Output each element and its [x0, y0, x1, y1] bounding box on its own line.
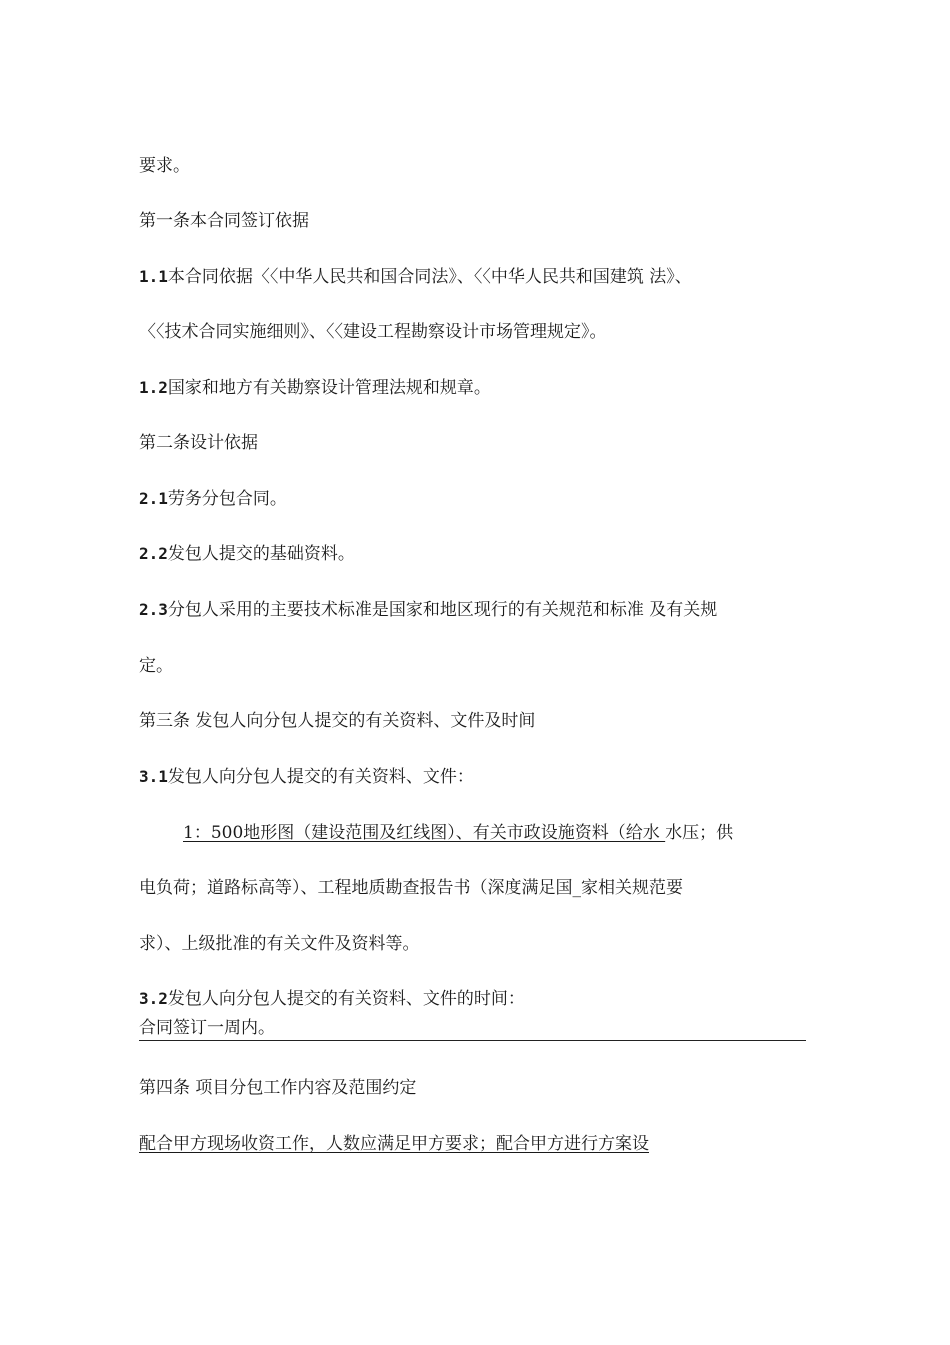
article-1-heading — [139, 210, 809, 232]
clause-number: 1.1 — [139, 267, 168, 286]
line-text: 发包人向分包人提交的有关资料、文件： — [167, 767, 474, 787]
clause-3-2 — [139, 988, 809, 1010]
clause-3-1-materials — [183, 822, 809, 844]
clause-number: 3.2 — [139, 989, 168, 1008]
line-text: 合同签订一周内。 — [139, 1018, 275, 1038]
clause-3-2-answer — [139, 1017, 809, 1039]
line-text: 本合同依据〈〈中华人民共和国合同法》、〈〈中华人民共和国建筑 法》、 — [167, 267, 692, 287]
line-text: 要求。 — [139, 156, 190, 176]
line-text: 电负荷；道路标高等）、工程地质勘查报告书（深度满足国_家相关规范要 — [139, 878, 683, 898]
line-text: 劳务分包合同。 — [167, 489, 287, 509]
clause-number: 2.3 — [139, 600, 168, 619]
line-text: 第四条 项目分包工作内容及范围约定 — [139, 1078, 417, 1098]
line-text: 第一条本合同签订依据 — [139, 211, 309, 231]
clause-number: 2.1 — [139, 489, 168, 508]
line-text: 国家和地方有关勘察设计管理法规和规章。 — [167, 378, 491, 398]
line-text: 求）、上级批准的有关文件及资料等。 — [139, 934, 420, 954]
clause-3-1-materials-end — [139, 933, 809, 955]
clause-1-1-continuation — [139, 321, 809, 343]
clause-2-1 — [139, 488, 809, 510]
answer-underline-rule — [139, 1040, 806, 1041]
line-text: 定。 — [139, 656, 173, 676]
clause-2-3-continuation — [139, 655, 809, 677]
article-4-heading — [139, 1077, 809, 1099]
underlined-text: 配合甲方现场收资工作，人数应满足甲方要求；配合甲方进行方案设 — [139, 1134, 649, 1154]
clause-2-3 — [139, 599, 809, 621]
line-text: 第三条 发包人向分包人提交的有关资料、文件及时间 — [139, 711, 536, 731]
line-text: 发包人提交的基础资料。 — [167, 544, 355, 564]
line-text: 发包人向分包人提交的有关资料、文件的时间： — [167, 989, 525, 1009]
underlined-text: 1：500地形图（建设范围及红线图）、有关市政设施资料（给水 — [183, 823, 666, 843]
line-text: 第二条设计依据 — [139, 433, 258, 453]
line-text: 分包人采用的主要技术标准是国家和地区现行的有关规范和标准 及有关规 — [167, 600, 718, 620]
article-4-content — [139, 1133, 809, 1155]
clause-number: 3.1 — [139, 767, 168, 786]
clause-number: 2.2 — [139, 544, 168, 563]
line-text: 水压；供 — [665, 823, 734, 843]
clause-1-2 — [139, 377, 809, 399]
clause-number: 1.2 — [139, 378, 168, 397]
clause-3-1 — [139, 766, 809, 788]
clause-1-1 — [139, 266, 809, 288]
text-line-continuation — [139, 155, 809, 177]
clause-3-1-materials-continuation — [139, 877, 809, 899]
article-3-heading — [139, 710, 809, 732]
line-text: 〈〈技术合同实施细则》、〈〈建设工程勘察设计市场管理规定》。 — [139, 322, 607, 342]
clause-2-2 — [139, 543, 809, 565]
article-2-heading — [139, 432, 809, 454]
